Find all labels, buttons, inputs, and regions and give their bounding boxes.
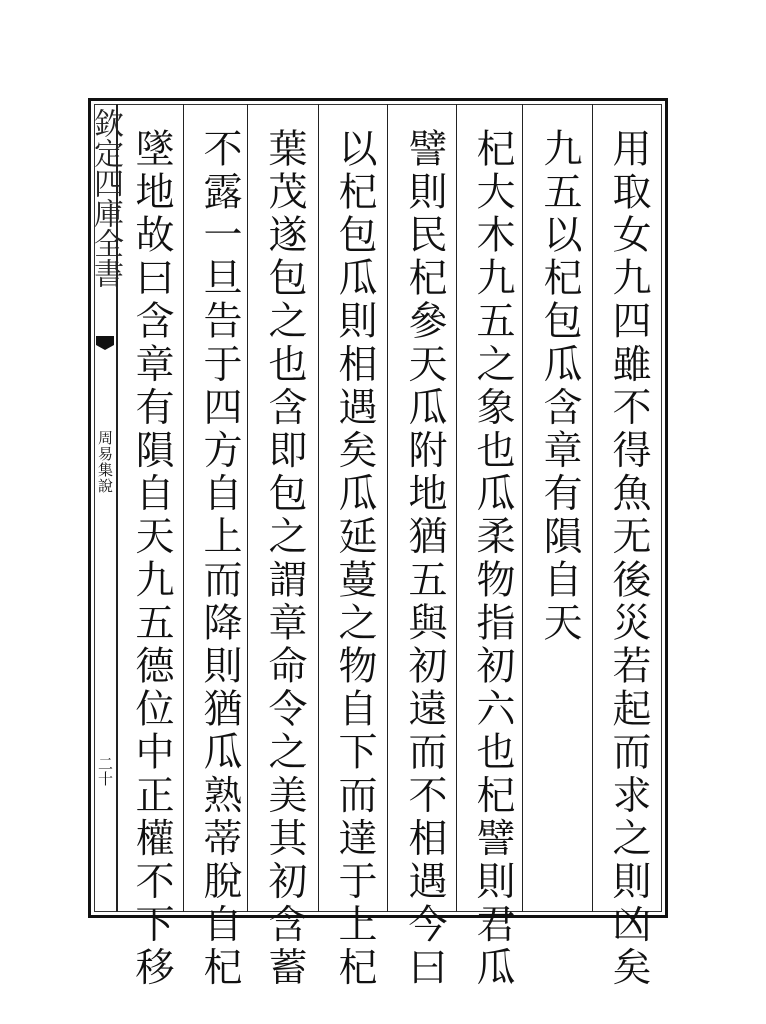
- column-rule: [183, 104, 184, 912]
- text-column-5: 以杞包瓜則相遇矣瓜延蔓之物自下而達于上杞: [332, 128, 377, 990]
- column-rule: [522, 104, 523, 912]
- margin-collection-title: 欽定四庫全書: [88, 108, 123, 288]
- text-column-6: 葉茂遂包之也含即包之謂章命令之美其初含蓄: [262, 128, 307, 990]
- text-column-8: 墜地故曰含章有隕自天九五德位中正權不下移: [129, 128, 174, 990]
- text-column-4: 譬則民杞參天瓜附地猶五與初遠而不相遇今曰: [402, 128, 447, 990]
- margin-book-title: 周易集說: [96, 430, 114, 494]
- column-rule: [318, 104, 319, 912]
- text-column-3: 杞大木九五之象也瓜柔物指初六也杞譬則君瓜: [470, 128, 515, 990]
- fish-tail-mark-icon: [96, 336, 114, 350]
- column-rule: [387, 104, 388, 912]
- text-column-2: 九五以杞包瓜含章有隕自天: [537, 128, 582, 646]
- text-column-7: 不露一旦告于四方自上而降則猶瓜熟蒂脫自杞: [197, 128, 242, 990]
- text-column-1: 用取女九四雖不得魚无後災若起而求之則凶矣: [606, 128, 651, 990]
- column-rule: [456, 104, 457, 912]
- column-rule: [592, 104, 593, 912]
- margin-page-number: 二十: [96, 756, 114, 786]
